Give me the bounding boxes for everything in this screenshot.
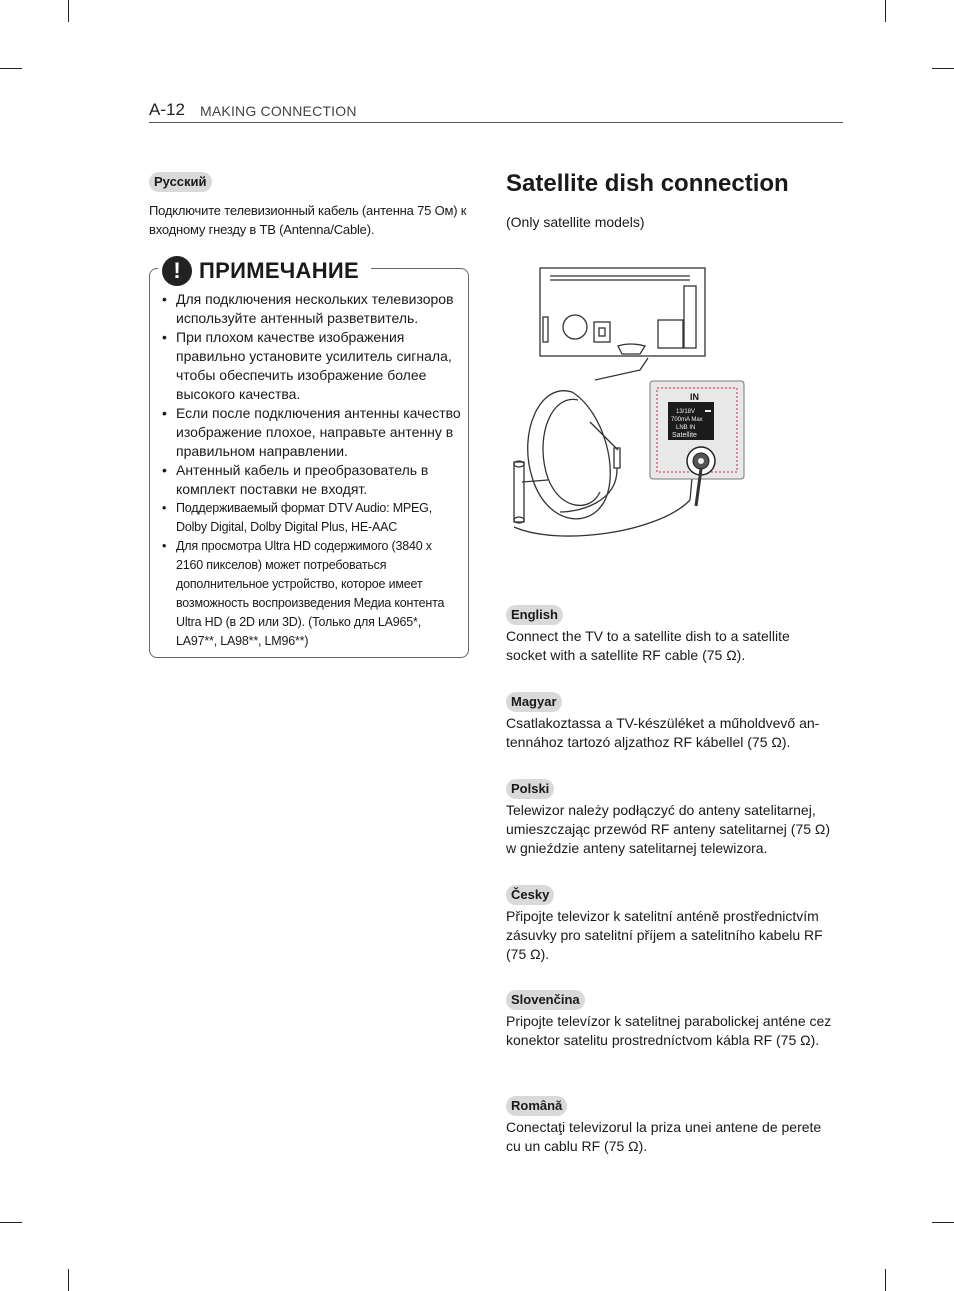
- language-badge: Română: [506, 1096, 567, 1116]
- language-text: Telewizor należy podłączyć do anteny satelitarnej, umieszczając przewód RF anteny satelitarnej (75 Ω) w gnieździe anteny satelitarnej telewizora.: [506, 802, 831, 856]
- crop-mark: [0, 1222, 22, 1223]
- language-badge: Česky: [506, 885, 554, 905]
- port-voltage: 13/18V: [676, 409, 696, 415]
- language-badge: English: [506, 605, 563, 625]
- page-header: [149, 100, 843, 123]
- port-current: 700mA Max: [671, 417, 703, 423]
- crop-mark: [68, 1269, 69, 1291]
- note-header: [158, 254, 371, 288]
- language-text: Conectaţi televizorul la priza unei antene de perete cu un cablu RF (75 Ω).: [506, 1119, 822, 1154]
- language-badge: Русский: [149, 172, 212, 192]
- language-badge: Magyar: [506, 692, 562, 712]
- language-block-english: [506, 605, 834, 665]
- exclamation-icon: !: [162, 256, 192, 286]
- page-number: A-12: [149, 100, 185, 119]
- list-item: • Поддерживаемый формат DTV Audio: MPEG, Dolby Digital, Dolby Digital Plus, HE-AAC: [162, 499, 462, 537]
- list-item: • Для подключения нескольких телевизоров используйте антенный разветвитель.: [162, 290, 462, 328]
- language-block-magyar: [506, 692, 834, 752]
- list-item: • Антенный кабель и преобразователь в комплект поставки не входят.: [162, 461, 462, 499]
- language-text: Připojte televizor k satelitní anténě prostřednictvím zásuvky pro satelitní příjem a satelitního kabelu RF (75 Ω).: [506, 908, 823, 962]
- language-block-polski: [506, 779, 834, 858]
- language-block-romana: [506, 1096, 834, 1156]
- crop-mark: [932, 1222, 954, 1223]
- note-list: [162, 290, 462, 651]
- crop-mark: [0, 68, 22, 69]
- language-text: Csatlakoztassa a TV-készüléket a műholdvevő an-tennához tartozó aljzathoz RF kábellel (75 Ω).: [506, 715, 820, 750]
- crop-mark: [885, 1269, 886, 1291]
- section-title: MAKING CONNECTION: [200, 103, 357, 119]
- russian-text: Подключите телевизионный кабель (антенна 75 Ом) к входному гнезду в ТВ (Antenna/Cable).: [149, 203, 467, 237]
- list-item: • Для просмотра Ultra HD содержимого (3840 x 2160 пикселов) может потребоваться дополнительное устройство, которое имеет возможность воспроизведения Медиа контента Ultra HD (в 2D или 3D). (Только для LA965*, LA97**, LA98**, LM96**): [162, 537, 462, 651]
- port-name: LNB IN: [676, 425, 696, 431]
- tv-back-illustration: [540, 268, 705, 380]
- language-badge: Polski: [506, 779, 554, 799]
- crop-mark: [68, 0, 69, 22]
- list-item: • При плохом качестве изображения правильно установите усилитель сигнала, чтобы обеспечить изображение более высокого качества.: [162, 328, 462, 404]
- language-text: Connect the TV to a satellite dish to a satellite socket with a satellite RF cable (75 Ω).: [506, 628, 790, 663]
- language-badge: Slovenčina: [506, 990, 585, 1010]
- satellite-connection-diagram: [500, 262, 750, 547]
- language-block-cesky: [506, 885, 834, 964]
- list-item: • Если после подключения антенны качество изображение плохое, направьте антенну в правильном направлении.: [162, 404, 462, 461]
- page-subtitle: (Only satellite models): [506, 214, 645, 230]
- page-title: Satellite dish connection: [506, 170, 789, 197]
- russian-section: [149, 172, 471, 239]
- note-title: ПРИМЕЧАНИЕ: [199, 258, 360, 283]
- port-type: Satellite: [672, 432, 697, 439]
- crop-mark: [932, 68, 954, 69]
- language-text: Pripojte televízor k satelitnej parabolickej anténe cez konektor satelitu prostredníctvom kábla RF (75 Ω).: [506, 1013, 832, 1048]
- port-label: IN: [690, 392, 699, 402]
- language-block-slovencina: [506, 990, 834, 1050]
- crop-mark: [885, 0, 886, 22]
